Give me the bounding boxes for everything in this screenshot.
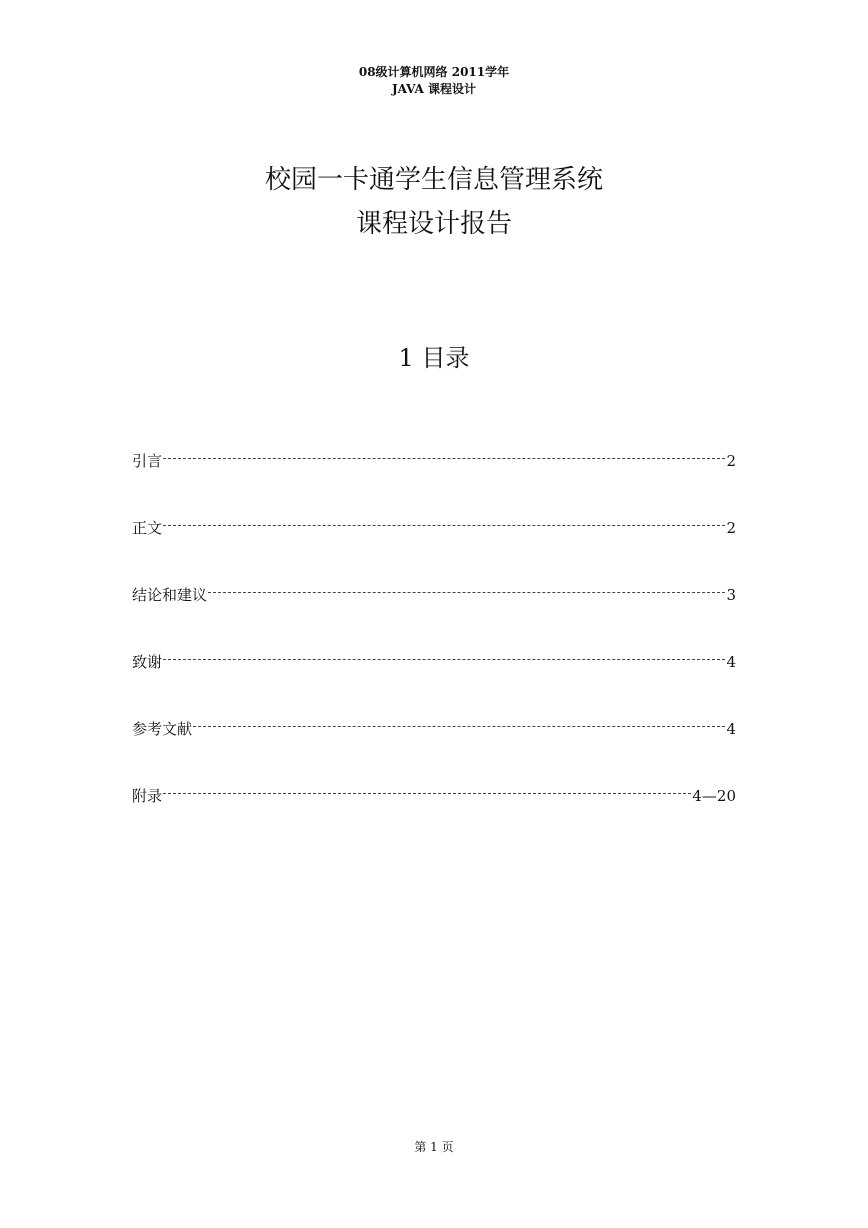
toc-entry-page: 2	[726, 519, 736, 537]
toc-entry	[132, 717, 736, 741]
running-header	[0, 64, 868, 98]
toc-entry-page: 4—20	[692, 787, 736, 805]
toc-entry-label: 附录	[132, 787, 163, 805]
header-line-course-name: JAVA 课程设计	[392, 82, 476, 96]
toc-dash-leader	[208, 592, 725, 593]
toc-entry-label: 正文	[132, 519, 163, 537]
toc-entry	[132, 449, 736, 473]
toc-dash-leader	[163, 525, 725, 526]
header-line-course-year: 08级计算机网络 2011学年	[358, 65, 510, 79]
toc-entry	[132, 784, 736, 808]
toc-entry	[132, 516, 736, 540]
toc-heading: 1 目录	[398, 344, 470, 372]
report-title	[0, 158, 868, 246]
toc-entry-label: 结论和建议	[132, 586, 208, 604]
toc-dash-leader	[163, 458, 725, 459]
page-number-footer: 第 1 页	[414, 1140, 454, 1154]
toc-entry-label: 参考文献	[132, 720, 193, 738]
report-title-line-1: 校园一卡通学生信息管理系统	[264, 165, 603, 195]
table-of-contents	[132, 449, 736, 851]
toc-dash-leader	[193, 726, 725, 727]
toc-dash-leader	[163, 793, 691, 794]
toc-entry-page: 4	[726, 720, 736, 738]
toc-entry-page: 3	[726, 586, 736, 604]
toc-entry-page: 4	[726, 653, 736, 671]
toc-entry	[132, 583, 736, 607]
toc-entry-label: 致谢	[132, 653, 163, 671]
report-title-line-2: 课程设计报告	[355, 209, 512, 239]
toc-entry-label: 引言	[132, 452, 163, 470]
toc-dash-leader	[163, 659, 725, 660]
toc-entry-page: 2	[726, 452, 736, 470]
toc-entry	[132, 650, 736, 674]
